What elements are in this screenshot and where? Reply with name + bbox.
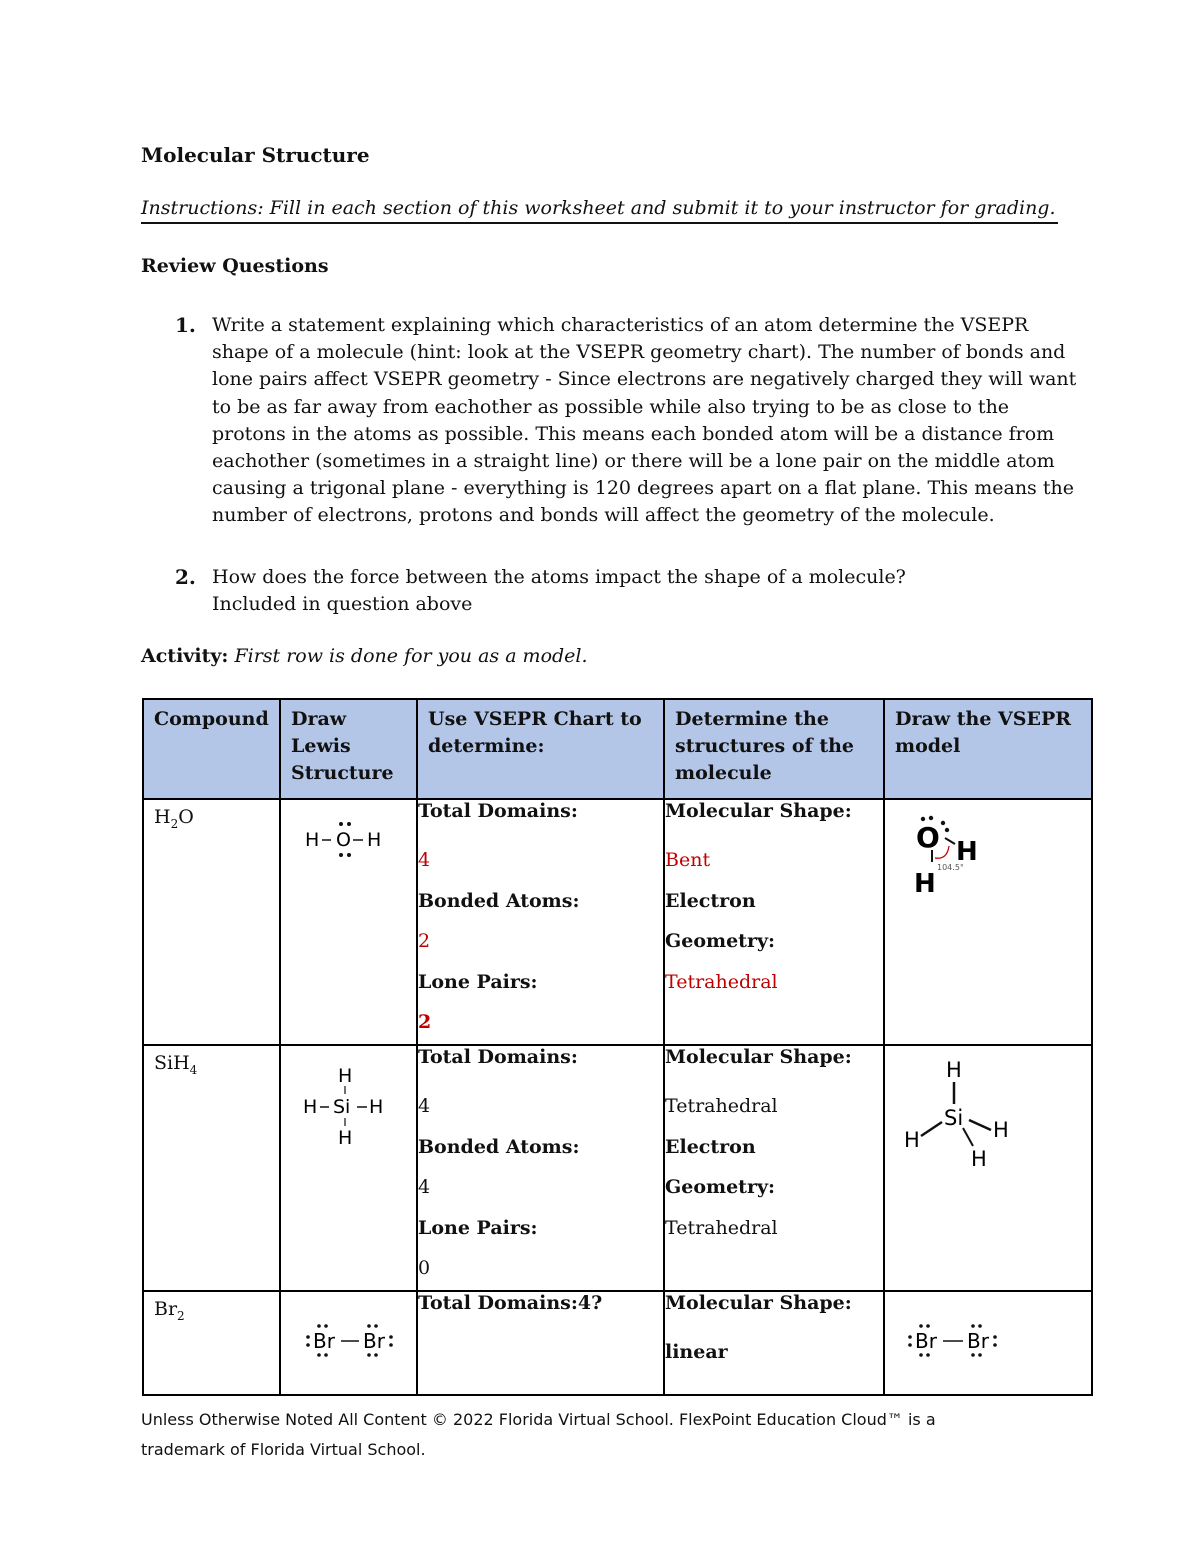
lone-pair-dot xyxy=(306,1343,310,1347)
molecular-shape-value: linear xyxy=(665,1341,728,1363)
formula-base: H xyxy=(154,806,171,828)
lone-pair-dot xyxy=(978,1353,982,1357)
model-atom: O xyxy=(916,821,940,854)
lone-pairs-value: 0 xyxy=(418,1257,431,1279)
lone-pair-dot xyxy=(993,1335,997,1339)
question-1-line: to be as far away from eachother as possible while also trying to be as close to the xyxy=(212,395,1010,418)
lone-pair-dot xyxy=(374,1324,378,1328)
lone-pair-dot xyxy=(389,1335,393,1339)
lone-pair-dot xyxy=(945,828,949,832)
molecular-shape-label: Molecular Shape: xyxy=(665,1292,852,1314)
total-domains-label: Total Domains: xyxy=(418,800,578,822)
lone-pair-dot xyxy=(339,822,343,826)
bonded-atoms-value: 2 xyxy=(418,930,431,952)
bonded-atoms-value: 4 xyxy=(418,1176,431,1198)
compound-formula xyxy=(144,1046,279,1077)
bond-angle-label: 104.5° xyxy=(937,863,964,872)
model-bond xyxy=(945,838,955,844)
lewis-structure-sih4 xyxy=(281,1046,416,1156)
lewis-cell xyxy=(280,799,417,1045)
lone-pair-dot xyxy=(971,1324,975,1328)
question-2-line: How does the force between the atoms impact the shape of a molecule? xyxy=(212,566,906,588)
compound-cell xyxy=(143,1291,280,1395)
lone-pairs-label: Lone Pairs: xyxy=(418,1216,538,1239)
formula-base: SiH xyxy=(154,1052,190,1074)
review-questions-heading: Review Questions xyxy=(141,255,329,277)
lone-pair-dot xyxy=(389,1343,393,1347)
activity-text: First row is done for you as a model. xyxy=(234,645,588,667)
lone-pair-dot xyxy=(926,1353,930,1357)
lone-pair-dot xyxy=(908,1335,912,1339)
lewis-atom: O xyxy=(336,829,351,851)
lewis-atom: H xyxy=(338,1127,353,1149)
lone-pair-dot xyxy=(347,822,351,826)
question-1-line: causing a trigonal plane - everything is 120 degrees apart on a flat plane. This means the xyxy=(212,477,1074,500)
lone-pair-dot xyxy=(306,1335,310,1339)
total-domains-label: Total Domains:4? xyxy=(418,1292,603,1314)
structure-cell xyxy=(664,1291,884,1395)
formula-subscript: 4 xyxy=(189,1062,198,1077)
lone-pair-dot xyxy=(317,1353,321,1357)
model-cell xyxy=(884,1291,1092,1395)
question-1-line: number of electrons, protons and bonds will affect the geometry of the molecule. xyxy=(212,504,995,527)
structure-cell xyxy=(664,799,884,1045)
compound-formula xyxy=(144,800,279,831)
model-bond xyxy=(921,1122,942,1136)
model-atom: H xyxy=(993,1118,1009,1142)
question-1-line: lone pairs affect VSEPR geometry - Since electrons are negatively charged they will want xyxy=(212,368,1077,391)
lewis-atom: H xyxy=(305,829,320,851)
lone-pair-dot xyxy=(339,853,343,857)
model-atom: H xyxy=(956,837,978,867)
compound-formula xyxy=(144,1292,279,1323)
model-atom: H xyxy=(914,869,936,899)
lone-pair-dot xyxy=(374,1353,378,1357)
lone-pair-dot xyxy=(908,1343,912,1347)
formula-base: Br xyxy=(154,1298,178,1320)
vsepr-model-br2 xyxy=(885,1292,1091,1382)
model-atom: Si xyxy=(944,1106,964,1130)
question-2-text xyxy=(212,564,1072,618)
header-model: Draw the VSEPR model xyxy=(884,699,1092,799)
lewis-structure-br2 xyxy=(281,1292,416,1382)
question-1-number: 1. xyxy=(175,313,196,337)
footer xyxy=(141,1405,1041,1465)
lone-pair-dot xyxy=(941,821,945,825)
table-row xyxy=(143,799,1092,1045)
compound-cell xyxy=(143,1045,280,1291)
lewis-cell xyxy=(280,1045,417,1291)
lone-pair-dot xyxy=(324,1353,328,1357)
header-compound: Compound xyxy=(143,699,280,799)
activity-label: Activity: xyxy=(141,645,229,667)
model-atom: Br xyxy=(915,1329,937,1353)
model-bond xyxy=(963,1128,973,1146)
formula-subscript: 2 xyxy=(170,816,179,831)
total-domains-value: 4 xyxy=(418,1095,431,1117)
total-domains-label: Total Domains: xyxy=(418,1046,578,1068)
compound-cell xyxy=(143,799,280,1045)
lone-pair-dot xyxy=(317,1324,321,1328)
question-1-line: eachother (sometimes in a straight line) or there will be a lone pair on the middle atom xyxy=(212,450,1055,473)
electron-geometry-label: Geometry: xyxy=(665,1176,776,1198)
lewis-atom: Br xyxy=(363,1329,385,1353)
lone-pairs-label: Lone Pairs: xyxy=(418,970,538,993)
lone-pair-dot xyxy=(929,816,933,820)
header-vsepr: Use VSEPR Chart to determine: xyxy=(417,699,664,799)
electron-geometry-value: Tetrahedral xyxy=(665,970,778,993)
lone-pair-dot xyxy=(919,1324,923,1328)
molecular-shape-value: Tetrahedral xyxy=(665,1095,778,1117)
model-atom: Br xyxy=(967,1329,989,1353)
vsepr-cell xyxy=(417,1291,664,1395)
table-row xyxy=(143,1045,1092,1291)
lone-pair-dot xyxy=(978,1324,982,1328)
vsepr-model-sih4 xyxy=(885,1046,1091,1186)
lewis-cell xyxy=(280,1291,417,1395)
lewis-atom: H xyxy=(369,1096,384,1118)
lone-pair-dot xyxy=(367,1324,371,1328)
total-domains-value: 4 xyxy=(418,849,431,871)
question-1-line: protons in the atoms as possible. This means each bonded atom will be a distance from xyxy=(212,422,1055,445)
electron-geometry-label: Electron xyxy=(665,1135,756,1158)
molecular-shape-value: Bent xyxy=(665,849,711,871)
lone-pair-dot xyxy=(993,1343,997,1347)
molecular-shape-label: Molecular Shape: xyxy=(665,800,852,822)
structure-cell xyxy=(664,1045,884,1291)
lone-pair-dot xyxy=(324,1324,328,1328)
lone-pairs-value: 2 xyxy=(418,1011,432,1033)
electron-geometry-label: Geometry: xyxy=(665,930,776,952)
question-2-answer: Included in question above xyxy=(212,593,473,616)
lone-pair-dot xyxy=(921,817,925,821)
vsepr-model-h2o xyxy=(885,800,1091,910)
lewis-atom: H xyxy=(367,829,382,851)
model-cell xyxy=(884,1045,1092,1291)
header-lewis: Draw Lewis Structure xyxy=(280,699,417,799)
lone-pair-dot xyxy=(971,1353,975,1357)
vsepr-cell xyxy=(417,1045,664,1291)
question-1-line: shape of a molecule (hint: look at the VSEPR geometry chart). The number of bonds and xyxy=(212,341,1066,364)
model-cell xyxy=(884,799,1092,1045)
lewis-atom: H xyxy=(338,1065,353,1087)
model-atom: H xyxy=(971,1147,987,1171)
lewis-atom: Br xyxy=(313,1329,335,1353)
activity-table xyxy=(142,698,1093,1396)
header-structure: Determine the structures of the molecule xyxy=(664,699,884,799)
question-1-line: Write a statement explaining which characteristics of an atom determine the VSEPR xyxy=(212,314,1029,336)
molecular-shape-label: Molecular Shape: xyxy=(665,1046,852,1068)
activity-line xyxy=(141,645,588,667)
table-row xyxy=(143,1291,1092,1395)
vsepr-cell xyxy=(417,799,664,1045)
table-header-row xyxy=(143,699,1092,799)
model-bond xyxy=(969,1120,991,1130)
formula-subscript: 2 xyxy=(177,1308,185,1323)
bonded-atoms-label: Bonded Atoms: xyxy=(418,889,580,912)
lone-pair-dot xyxy=(926,1324,930,1328)
lone-pair-dot xyxy=(347,853,351,857)
question-1-text xyxy=(212,312,1077,530)
lone-pair-dot xyxy=(367,1353,371,1357)
footer-line: trademark of Florida Virtual School. xyxy=(141,1440,426,1459)
lewis-atom: Si xyxy=(333,1096,351,1118)
bonded-atoms-label: Bonded Atoms: xyxy=(418,1135,580,1158)
question-2-number: 2. xyxy=(175,565,196,589)
lone-pair-dot xyxy=(919,1353,923,1357)
electron-geometry-label: Electron xyxy=(665,889,756,912)
model-atom: H xyxy=(904,1128,920,1152)
model-atom: H xyxy=(946,1058,962,1082)
instructions: Instructions: Fill in each section of this worksheet and submit it to your instructor for grading. xyxy=(141,197,1058,224)
footer-line: Unless Otherwise Noted All Content © 2022 Florida Virtual School. FlexPoint Education Cloud™ is a xyxy=(141,1410,936,1429)
page-title: Molecular Structure xyxy=(141,143,370,167)
lewis-structure-h2o xyxy=(281,800,416,880)
lewis-atom: H xyxy=(303,1096,318,1118)
electron-geometry-value: Tetrahedral xyxy=(665,1216,778,1239)
formula-tail: O xyxy=(178,806,194,828)
